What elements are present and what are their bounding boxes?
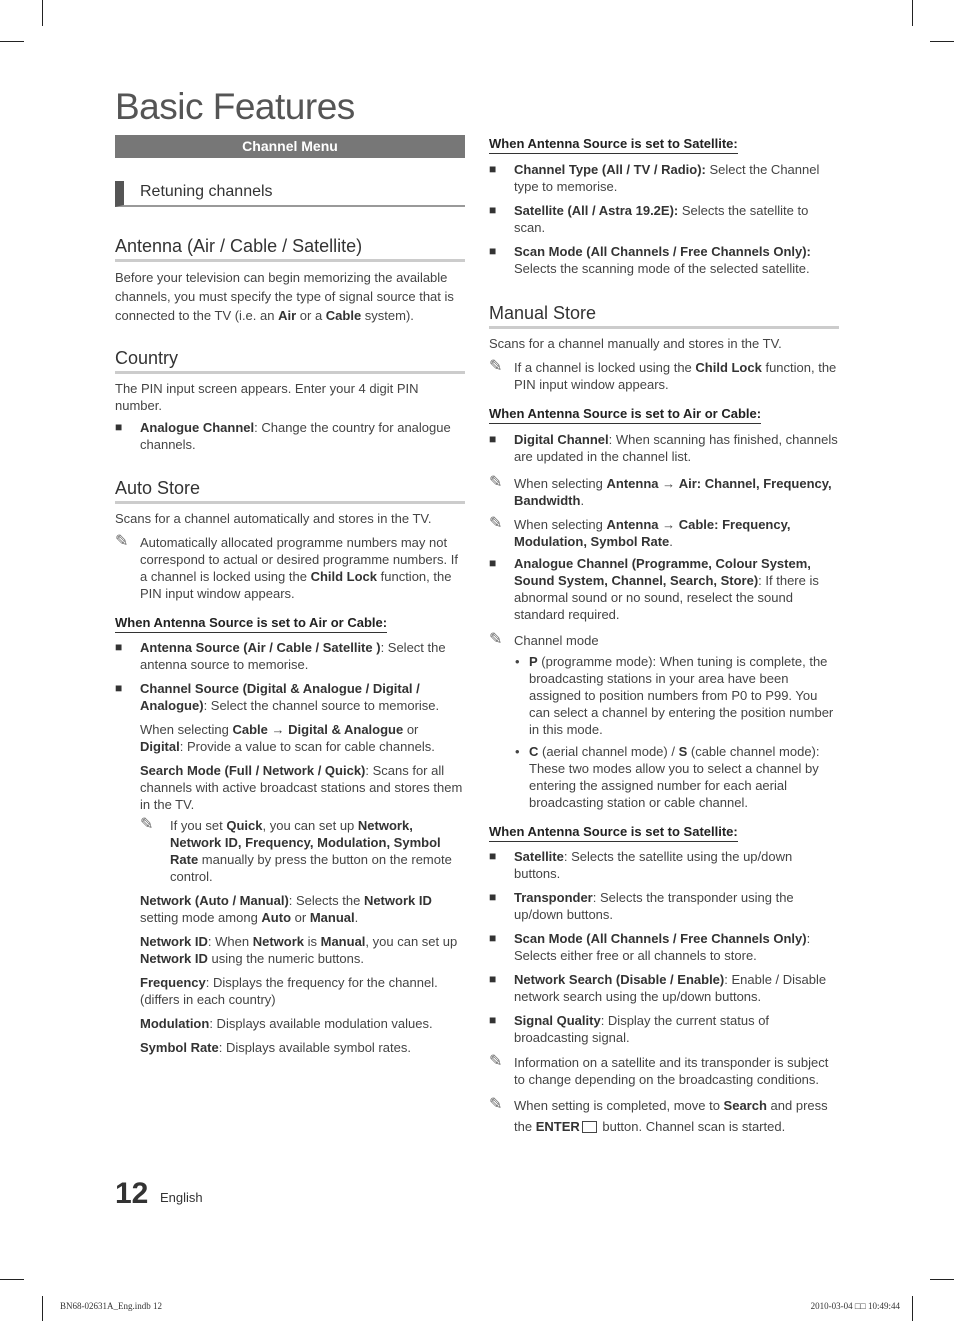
note: ✎ Information on a satellite and its transponder is subject to change depending on the broadcasting conditions. (489, 1053, 829, 1087)
auto-store-heading: Auto Store (115, 477, 465, 504)
note: ✎ If a channel is locked using the Child Lock function, the PIN input window appears. (489, 358, 837, 392)
pencil-note-icon: ✎ (489, 358, 503, 375)
crop-mark (0, 1279, 24, 1280)
list-item: ■ Satellite (All / Astra 19.2E): Selects the satellite to scan. (489, 203, 809, 235)
modulation-text: Modulation: Displays available modulation values. (140, 1016, 433, 1031)
square-bullet-icon: ■ (489, 890, 497, 904)
square-bullet-icon: ■ (489, 556, 497, 570)
square-bullet-icon: ■ (489, 931, 497, 945)
crop-mark (930, 1279, 954, 1280)
pencil-note-icon: ✎ (489, 631, 503, 648)
note: ✎ When selecting Antenna → Cable: Frequency, Modulation, Symbol Rate. (489, 515, 791, 549)
crop-mark (42, 1296, 43, 1321)
left-column (115, 135, 465, 1056)
footer-date: 2010-03-04 □□ 10:49:44 (810, 1301, 900, 1311)
country-intro: The PIN input screen appears. Enter your 4 digit PIN number. (115, 381, 419, 413)
network-text: Network (Auto / Manual): Selects the Network ID setting mode among Auto or Manual. (140, 893, 432, 925)
crop-mark (912, 1296, 913, 1321)
square-bullet-icon: ■ (489, 432, 497, 446)
auto-store-intro: Scans for a channel automatically and stores in the TV. (115, 511, 432, 526)
list-item: ■ Scan Mode (All Channels / Free Channels Only): Selects either free or all channels to store. (489, 931, 811, 963)
retuning-heading: Retuning channels (115, 181, 465, 207)
network-id-text: Network ID: When Network is Manual, you can set up Network ID using the numeric buttons. (140, 934, 458, 966)
note: ✎ When setting is completed, move to Search and press the ENTER button. Channel scan is started. (489, 1096, 828, 1134)
footer-file: BN68-02631A_Eng.indb 12 (60, 1301, 162, 1311)
list-item: ■ Digital Channel: When scanning has finished, channels are updated in the channel list. (489, 432, 838, 464)
manual-store-heading: Manual Store (489, 302, 839, 329)
list-item: • C (aerial channel mode) / S (cable channel mode): These two modes allow you to select a channel by entering the assigned number for each aerial broadcasting station or cable channel. (515, 744, 820, 810)
channel-menu-bar: Channel Menu (115, 135, 465, 158)
country-heading: Country (115, 347, 465, 374)
subheading: When Antenna Source is set to Air or Cable: (489, 405, 761, 424)
symbol-rate-text: Symbol Rate: Displays available symbol rates. (140, 1040, 411, 1055)
list-item: ■ Channel Source (Digital & Analogue / Digital / Analogue): Select the channel source to memorise. (115, 681, 440, 713)
list-item: ■ Analogue Channel (Programme, Colour System, Sound System, Channel, Search, Store): If there is abnormal sound or no sound, reselect the sound standard required. (489, 556, 819, 622)
crop-mark (912, 0, 913, 26)
list-item: ■ Satellite: Selects the satellite using the up/down buttons. (489, 849, 793, 881)
cable-text: When selecting Cable → Digital & Analogue or Digital: Provide a value to scan for cable channels. (140, 722, 435, 754)
crop-mark (930, 41, 954, 42)
note: ✎ Automatically allocated programme numbers may not correspond to actual or desired programme numbers. If a channel is locked using the Child Lock function, the PIN input window appears. (115, 533, 458, 601)
square-bullet-icon: ■ (489, 849, 497, 863)
list-item: ■ Network Search (Disable / Enable): Enable / Disable network search using the up/down buttons. (489, 972, 827, 1004)
list-item: ■ Transponder: Selects the transponder using the up/down buttons. (489, 890, 794, 922)
square-bullet-icon: ■ (115, 681, 123, 695)
pencil-note-icon: ✎ (489, 515, 503, 532)
note: ✎ If you set Quick, you can set up Network, Network ID, Frequency, Modulation, Symbol Rate manually by press the button on the remote control. (140, 816, 452, 884)
pencil-note-icon: ✎ (489, 1053, 503, 1070)
manual-store-intro: Scans for a channel manually and stores in the TV. (489, 336, 782, 351)
pencil-note-icon: ✎ (140, 816, 154, 833)
antenna-text: Before your television can begin memorizing the available channels, you must specify the type of signal source that is connected to the TV (i.e. an Air or a Cable system). (115, 270, 454, 323)
square-bullet-icon: ■ (489, 162, 497, 176)
pencil-note-icon: ✎ (489, 474, 503, 491)
pencil-note-icon: ✎ (115, 533, 129, 550)
list-item: ■ Analogue Channel: Change the country for analogue channels. (115, 420, 451, 452)
enter-key-icon (582, 1121, 597, 1133)
list-item: • P (programme mode): When tuning is complete, the broadcasting stations in your area have been assigned to position numbers from P0 to P99. You can select a channel by entering the position number in this mode. (515, 654, 834, 737)
page-number: 12 (115, 1177, 149, 1210)
square-bullet-icon: ■ (489, 972, 497, 986)
square-bullet-icon: ■ (489, 1013, 497, 1027)
list-item: ■ Channel Type (All / TV / Radio): Select the Channel type to memorise. (489, 162, 820, 194)
right-column (489, 135, 839, 1137)
page-title: Basic Features (115, 86, 355, 127)
crop-mark (42, 0, 43, 26)
page-language: English (160, 1190, 203, 1205)
list-item: ■ Antenna Source (Air / Cable / Satellite ): Select the antenna source to memorise. (115, 640, 446, 672)
list-item: ■ Scan Mode (All Channels / Free Channels Only): Selects the scanning mode of the selected satellite. (489, 244, 811, 276)
square-bullet-icon: ■ (115, 420, 123, 434)
subheading: When Antenna Source is set to Satellite: (489, 823, 738, 842)
search-mode-text: Search Mode (Full / Network / Quick): Scans for all channels with active broadcast stations and stores them in the TV. (140, 763, 463, 812)
subheading: When Antenna Source is set to Air or Cable: (115, 614, 387, 633)
square-bullet-icon: ■ (489, 203, 497, 217)
pencil-note-icon: ✎ (489, 1096, 503, 1113)
antenna-heading: Antenna (Air / Cable / Satellite) (115, 235, 465, 262)
list-item: ■ Signal Quality: Display the current status of broadcasting signal. (489, 1013, 770, 1045)
note: ✎ When selecting Antenna → Air: Channel, Frequency, Bandwidth. (489, 474, 832, 508)
note: ✎ Channel mode (489, 631, 599, 648)
crop-mark (0, 41, 24, 42)
subheading: When Antenna Source is set to Satellite: (489, 135, 738, 154)
square-bullet-icon: ■ (489, 244, 497, 258)
square-bullet-icon: ■ (115, 640, 123, 654)
frequency-text: Frequency: Displays the frequency for the channel. (differs in each country) (140, 975, 438, 1007)
